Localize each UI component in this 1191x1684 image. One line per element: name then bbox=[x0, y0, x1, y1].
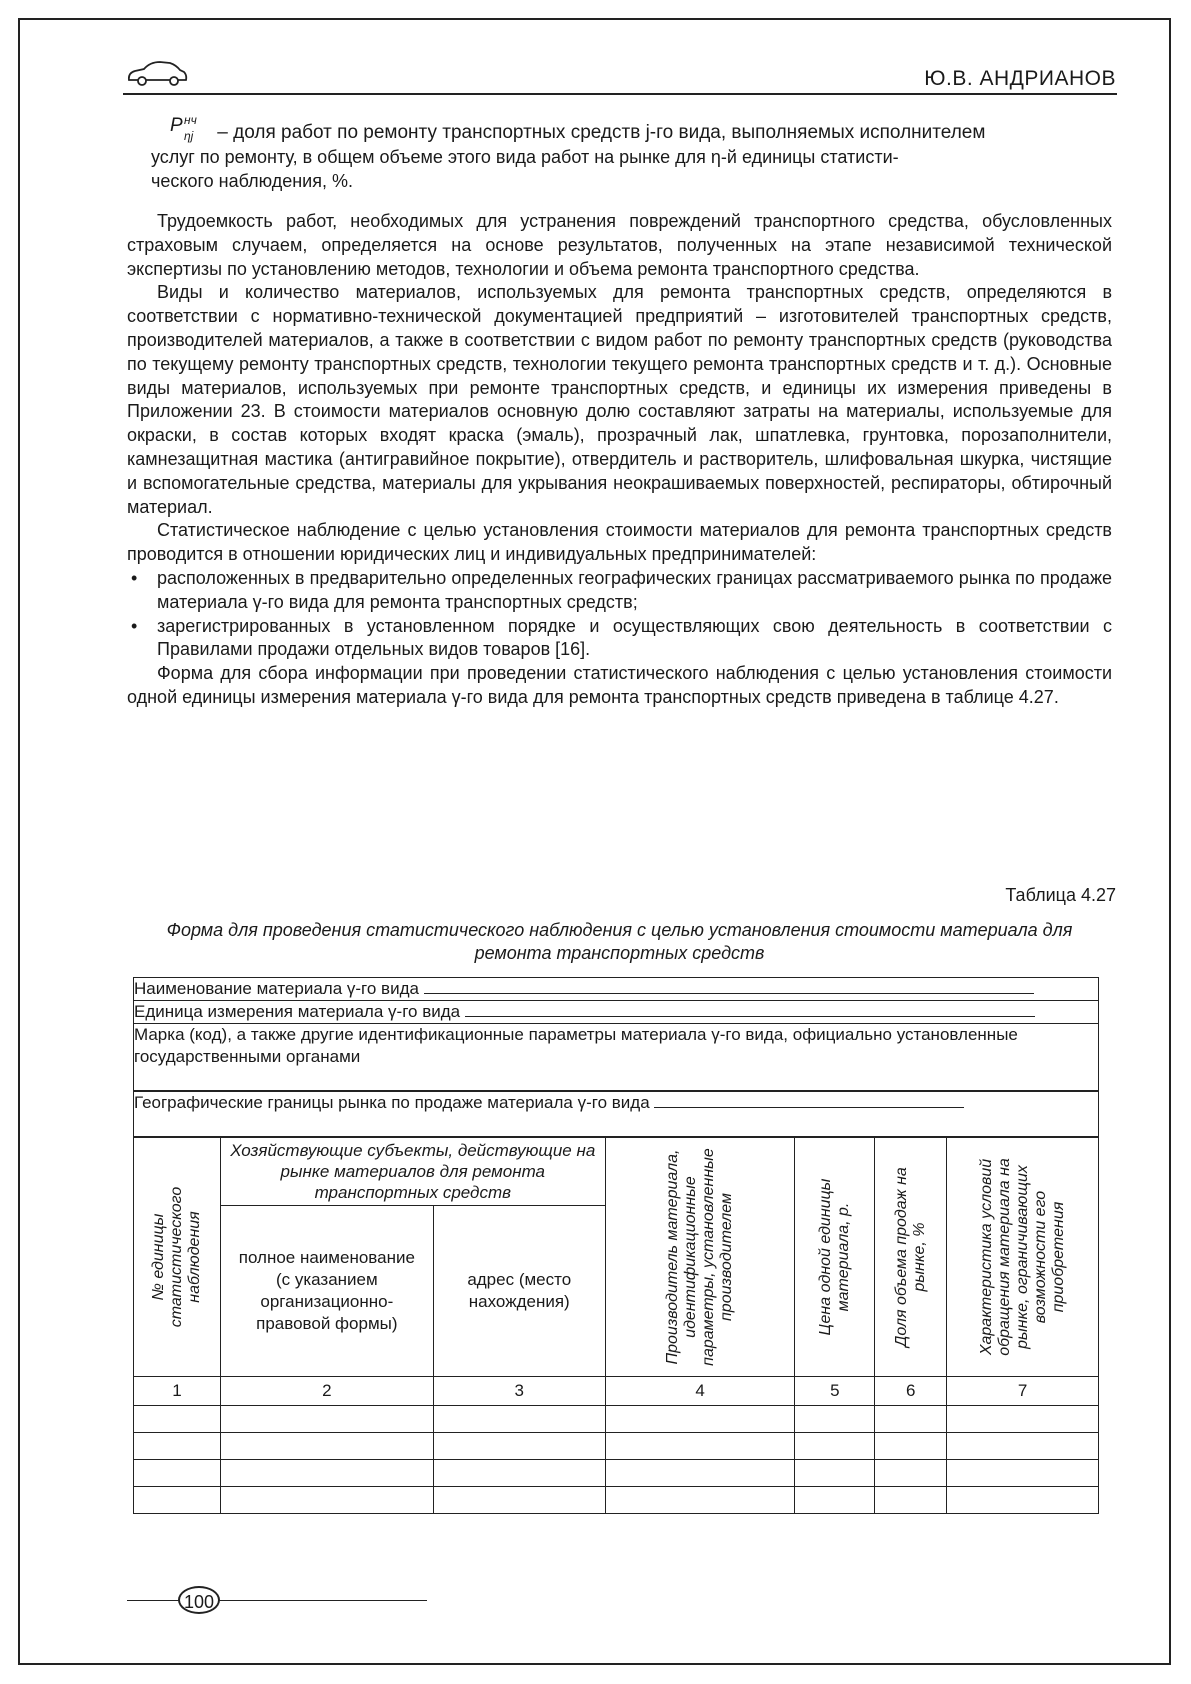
blank-line bbox=[465, 1016, 1035, 1017]
form-row-geo bbox=[134, 1092, 1099, 1138]
body-text bbox=[127, 210, 1112, 710]
column-header-conditions: Характеристика условий обращения материала на рынке, ограничивающих возможности его приобретения bbox=[977, 1158, 1067, 1356]
paragraph-observation: Статистическое наблюдение с целью установления стоимости материалов для ремонта транспортных средств проводится в отношении юридических лиц и индивидуальных предпринимателей: bbox=[127, 520, 1112, 565]
table-caption: Форма для проведения статистического наблюдения с целью установления стоимости материала для ремонта транспортных средств bbox=[166, 920, 1073, 963]
form-row-material-name bbox=[134, 978, 1099, 1001]
bullet-item: • зарегистрированных в установленном порядке и осуществляющих свою деятельность в соответствии с Правилами продажи отдельных видов товаров [16]. bbox=[127, 615, 1112, 663]
column-header-market-share: Доля объема продаж на рынке, % bbox=[892, 1167, 928, 1347]
column-header-address: адрес (место нахождения) bbox=[433, 1206, 605, 1377]
formula-definition-line2: услуг по ремонту, в общем объеме этого вида работ на рынке для η-й единицы статисти- bbox=[151, 147, 899, 167]
formula-symbol: P нч ηj bbox=[170, 113, 197, 143]
column-number: 3 bbox=[433, 1377, 605, 1406]
formula-continuation bbox=[151, 146, 1113, 194]
column-header-full-name: полное наименование (с указанием организационно-правовой формы) bbox=[220, 1206, 433, 1377]
form-row-brand bbox=[134, 1024, 1099, 1092]
blank-line bbox=[134, 1116, 1098, 1137]
paragraph-form: Форма для сбора информации при проведении статистического наблюдения с целью установления стоимости одной единицы измерения материала γ-го вида для ремонта транспортных средств приведена в таблице 4.27. bbox=[127, 663, 1112, 707]
blank-line bbox=[134, 1070, 1098, 1091]
page-number: 100 bbox=[178, 1586, 220, 1614]
form-row-unit bbox=[134, 1001, 1099, 1024]
column-header-unit-no: № единицы статистического наблюдения bbox=[149, 1186, 203, 1328]
header-rule bbox=[123, 93, 1117, 95]
table-row bbox=[134, 1460, 1099, 1487]
column-number: 4 bbox=[605, 1377, 795, 1406]
column-header-price: Цена одной единицы материала, р. bbox=[816, 1178, 852, 1336]
column-number: 1 bbox=[134, 1377, 221, 1406]
column-group-business-entities: Хозяйствующие субъекты, действующие на рынке материалов для ремонта транспортных средств bbox=[220, 1138, 605, 1206]
car-icon bbox=[126, 58, 188, 88]
table-row bbox=[134, 1406, 1099, 1433]
blank-line bbox=[424, 993, 1034, 994]
formula-definition-line1: – доля работ по ремонту транспортных средств j-го вида, выполняемых исполнителем bbox=[212, 122, 986, 143]
field-label-brand: Марка (код), а также другие идентификационные параметры материала γ-го вида, официально установленные государственными органами bbox=[134, 1025, 1018, 1066]
column-header-row bbox=[134, 1138, 1099, 1206]
column-number-row bbox=[134, 1377, 1099, 1406]
formula-definition bbox=[170, 114, 1115, 145]
header-author: Ю.В. АНДРИАНОВ bbox=[924, 67, 1116, 90]
table-row bbox=[134, 1487, 1099, 1514]
footer-rule bbox=[127, 1600, 427, 1601]
observation-form-table bbox=[133, 977, 1099, 1514]
column-number: 7 bbox=[947, 1377, 1099, 1406]
paragraph-labor: Трудоемкость работ, необходимых для устранения повреждений транспортного средства, обусловленных страховым случаем, определяется на основе результатов, полученных на этапе независимой технической экспертизы по установлению методов, технологии и объема ремонта транспортного средства. bbox=[127, 211, 1112, 279]
table-number: Таблица 4.27 bbox=[1005, 885, 1116, 905]
field-label-material-name: Наименование материала γ-го вида bbox=[134, 979, 419, 998]
field-label-unit: Единица измерения материала γ-го вида bbox=[134, 1002, 461, 1021]
formula-definition-line3: ческого наблюдения, %. bbox=[151, 170, 353, 191]
paragraph-materials: Виды и количество материалов, используемых для ремонта транспортных средств, определяются в соответствии с нормативно-технической документацией предприятий – изготовителей транспортных средств, производителей материалов, а также в соответствии с видом работ по ремонту транспортных средств (руководства по текущему ремонту транспортных средств, технологии текущего ремонта транспортных средств и т. д.). Основные виды материалов, используемых при ремонте транспортных средств, и единицы их измерения приведены в Приложении 23. В стоимости материалов основную долю составляют затраты на материалы, используемые для окраски, в состав которых входят краска (эмаль), прозрачный лак, шпатлевка, грунтовка, порозаполнители, камнезащитная мастика (антигравийное покрытие), отвердитель и растворитель, шлифовальная шкурка, чистящие и вспомогательные средства, материалы для укрывания неокрашиваемых поверхностей, респираторы, обтирочный материал. bbox=[127, 282, 1112, 517]
column-header-manufacturer: Производитель материала, идентификационные параметры, установленные производителем bbox=[664, 1148, 736, 1366]
table-row bbox=[134, 1433, 1099, 1460]
field-label-geo: Географические границы рынка по продаже материала γ-го вида bbox=[134, 1093, 650, 1112]
column-number: 5 bbox=[795, 1377, 875, 1406]
blank-line bbox=[654, 1107, 964, 1108]
column-number: 2 bbox=[220, 1377, 433, 1406]
bullet-item: • расположенных в предварительно определенных географических границах рассматриваемого рынка по продаже материала γ-го вида для ремонта транспортных средств; bbox=[127, 567, 1112, 615]
column-number: 6 bbox=[875, 1377, 947, 1406]
